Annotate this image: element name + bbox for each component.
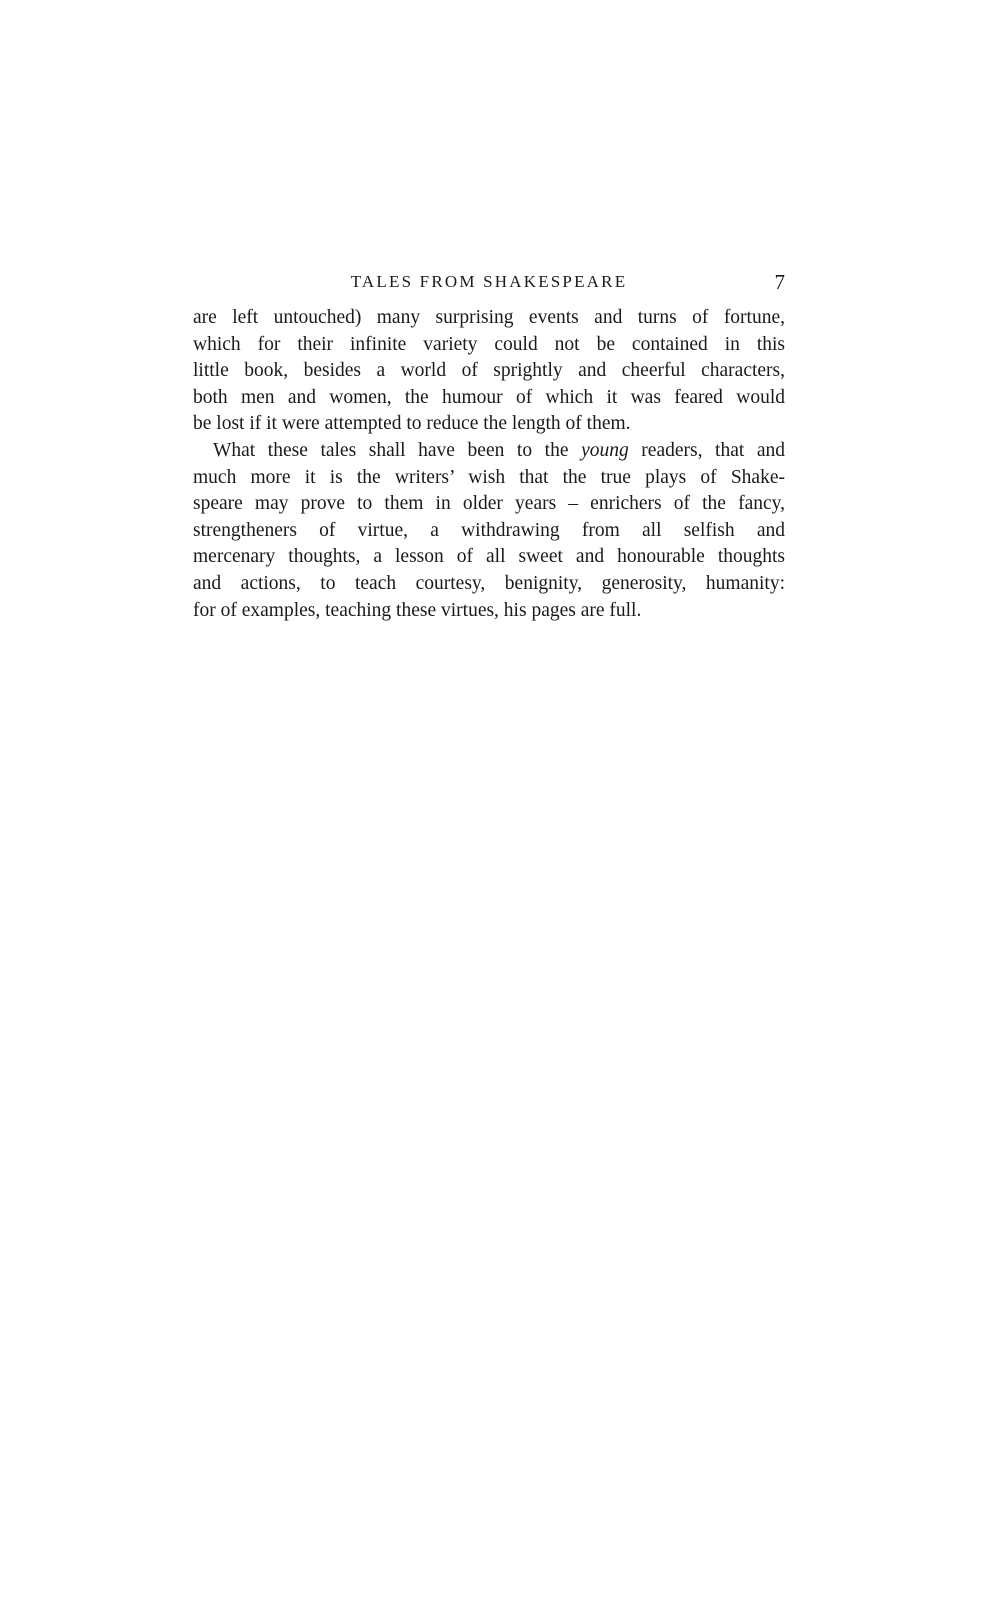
text-line: both men and women, the humour of which it was feared would [193,386,785,408]
text-line: little book, besides a world of sprightly and cheerful characters, [193,360,785,382]
text-line: mercenary thoughts, a lesson of all sweet and honourable thoughts [193,546,785,568]
text-line: for of examples, teaching these virtues, his pages are full. [193,599,642,621]
paragraph-2 [193,438,785,624]
text-line: and actions, to teach courtesy, benignity, generosity, humanity: [193,572,785,594]
body-text [193,305,785,624]
text-line: be lost if it were attempted to reduce the length of them. [193,413,631,435]
text-run: readers, that and [628,439,786,461]
text-line: are left untouched) many surprising events and turns of fortune, [193,307,785,328]
text-line: which for their infinite variety could not be contained in this [193,333,785,355]
running-head [193,272,785,300]
text-run: What these tales shall have been to the [213,439,582,461]
running-head-title: TALES FROM SHAKESPEARE [350,272,628,291]
italic-word: young [581,439,629,461]
text-line: strengtheners of virtue, a withdrawing from all selfish and [193,519,785,541]
text-line: speare may prove to them in older years – enrichers of the fancy, [193,493,785,515]
paragraph-1 [193,305,785,438]
page-number: 7 [774,270,785,294]
text-line-first [193,438,785,465]
text-line: much more it is the writers’ wish that the true plays of Shake- [193,466,785,488]
